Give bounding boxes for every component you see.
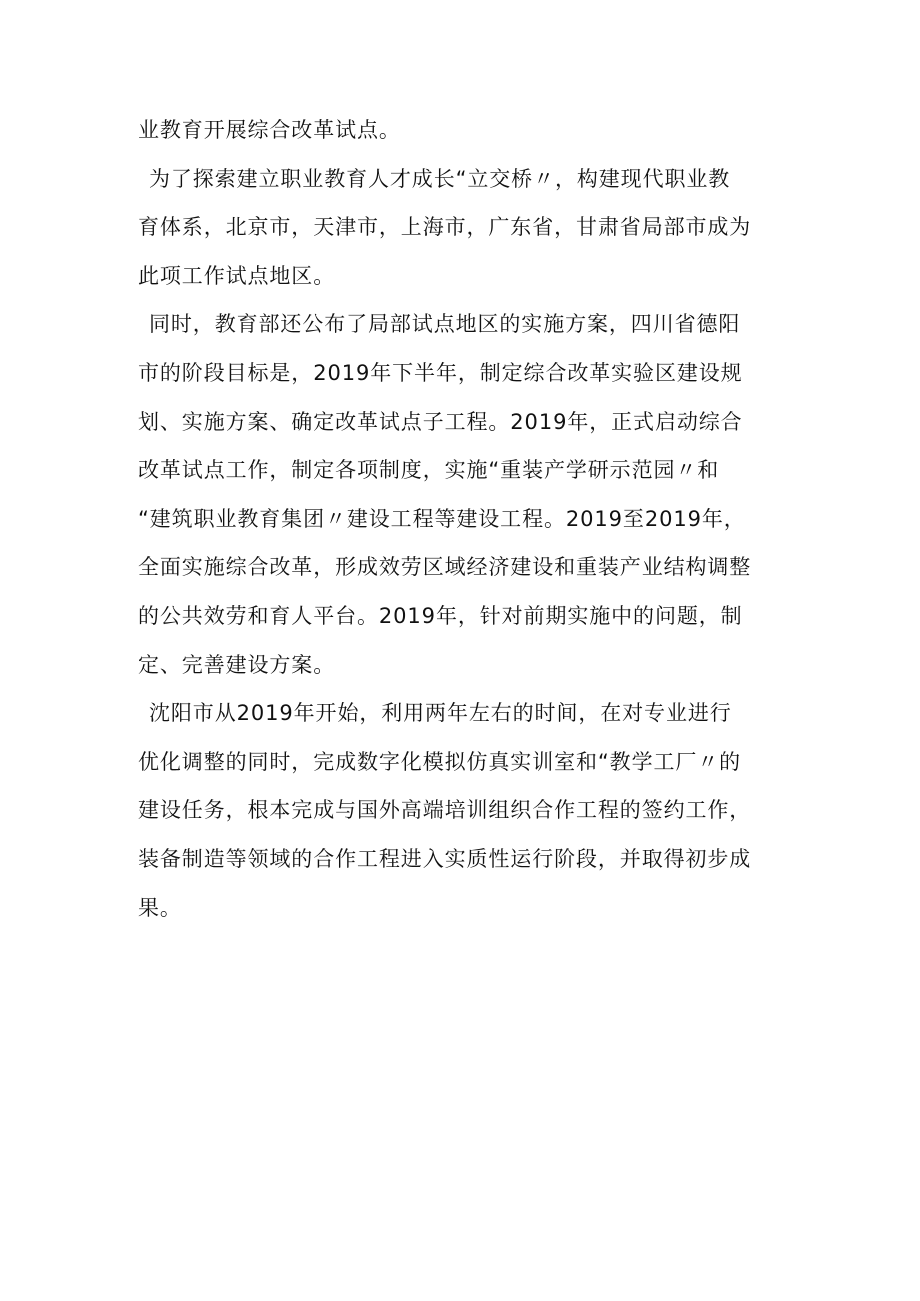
paragraph-3-line-6: 全面实施综合改革，形成效劳区域经济建设和重装产业结构调整 [138,555,752,580]
document-body [138,106,788,932]
paragraph-2-line-2: 育体系，北京市，天津市，上海市，广东省，甘肃省局部市成为 [138,215,752,240]
paragraph-3-line-3: 划、实施方案、确定改革试点子工程。2019年，正式启动综合 [138,409,743,434]
paragraph-3-line-7: 的公共效劳和育人平台。2019年，针对前期实施中的问题，制 [138,603,743,628]
paragraph-4-line-3: 建设任务，根本完成与国外高端培训组织合作工程的签约工作， [138,798,752,823]
paragraph-2-line-1: 为了探索建立职业教育人才成长“立交桥〃，构建现代职业教 [149,166,731,191]
paragraph-3-line-5: “建筑职业教育集团〃建设工程等建设工程。2019至2019年， [138,506,746,531]
paragraph-4-line-5: 果。 [138,895,182,920]
paragraph-2-line-3: 此项工作试点地区。 [138,263,336,288]
paragraph-3-line-2: 市的阶段目标是，2019年下半年，制定综合改革实验区建设规 [138,360,743,385]
paragraph-4-line-4: 装备制造等领域的合作工程进入实质性运行阶段，并取得初步成 [138,846,752,871]
paragraph-3-line-4: 改革试点工作，制定各项制度，实施“重装产学研示范园〃和 [138,458,720,483]
paragraph-3-line-1: 同时，教育部还公布了局部试点地区的实施方案，四川省德阳 [149,312,741,337]
paragraph-4-line-2: 优化调整的同时，完成数字化模拟仿真实训室和“教学工厂〃的 [138,749,742,774]
paragraph-4-line-1: 沈阳市从2019年开始，利用两年左右的时间，在对专业进行 [149,701,732,726]
paragraph-3-line-8: 定、完善建设方案。 [138,652,336,677]
paragraph-1-line-1: 业教育开展综合改革试点。 [138,118,401,142]
